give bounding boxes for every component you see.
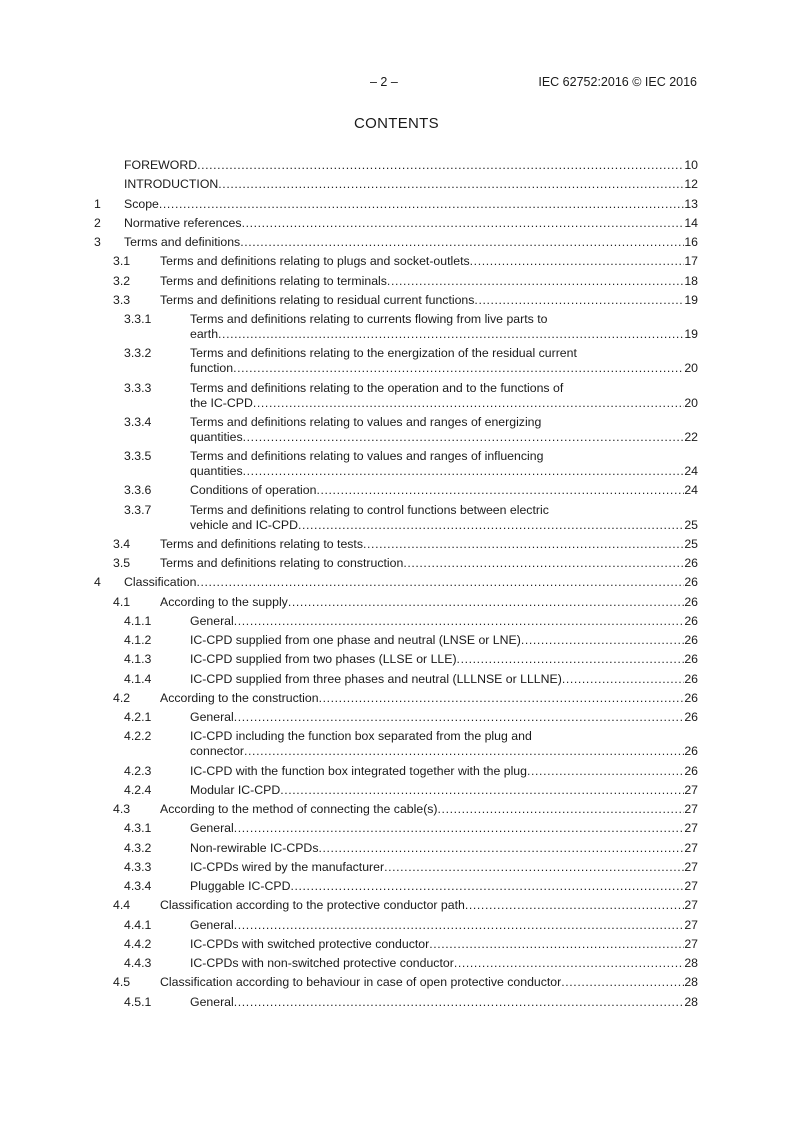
- toc-entry-body: [190, 346, 698, 376]
- toc-page-number: 27: [684, 879, 698, 893]
- toc-title: IC-CPDs with non-switched protective conductor: [190, 956, 454, 970]
- toc-entry-body: [190, 633, 698, 648]
- toc-title: Modular IC-CPD: [190, 782, 281, 797]
- toc-page-number: 27: [684, 898, 698, 913]
- toc-entry[interactable]: [94, 537, 698, 552]
- contents-title: CONTENTS: [354, 115, 439, 132]
- dot-leader: [429, 937, 684, 952]
- toc-page-number: 10: [684, 158, 698, 172]
- toc-line: [190, 918, 698, 933]
- toc-entry[interactable]: [94, 254, 698, 269]
- dot-leader: [243, 464, 685, 479]
- toc-number: 4.5.1: [124, 994, 152, 1009]
- toc-entry[interactable]: [94, 879, 698, 894]
- toc-title: vehicle and IC-CPD: [190, 517, 298, 532]
- toc-entry[interactable]: [94, 216, 698, 231]
- dot-leader: [527, 764, 684, 779]
- dot-leader: [244, 744, 684, 759]
- toc-entry[interactable]: [94, 449, 698, 479]
- toc-entry-body: [190, 415, 698, 445]
- toc-number: 3.3.3: [124, 380, 152, 395]
- toc-title: IC-CPD supplied from one phase and neutral (LNSE or LNE): [190, 633, 521, 647]
- dot-leader: [290, 879, 684, 894]
- toc-entry[interactable]: [94, 483, 698, 498]
- toc-entry-body: [160, 898, 698, 913]
- toc-line: [124, 177, 698, 192]
- toc-entry[interactable]: [94, 975, 698, 990]
- toc-number: 4.2.4: [124, 782, 152, 797]
- toc-line: [190, 937, 698, 952]
- dot-leader: [218, 177, 684, 192]
- toc-number: 3.3.6: [124, 483, 152, 498]
- toc-entry[interactable]: [94, 937, 698, 952]
- toc-title: IC-CPD supplied from two phases (LLSE or LLE): [190, 652, 457, 667]
- toc-line: [160, 274, 698, 289]
- dot-leader: [521, 633, 685, 648]
- toc-number: 3.3.4: [124, 414, 152, 429]
- dot-leader: [234, 710, 685, 725]
- toc-entry-body: [190, 672, 698, 687]
- toc-number: 3: [94, 235, 101, 249]
- toc-title-lead: Terms and definitions relating to control functions between electric: [190, 502, 549, 517]
- toc-entry-body: [190, 614, 698, 629]
- toc-title: Scope: [124, 196, 159, 211]
- toc-entry[interactable]: [94, 595, 698, 610]
- toc-line: [160, 595, 698, 610]
- dot-leader: [234, 821, 685, 836]
- toc-page-number: 26: [684, 652, 698, 667]
- toc-entry-body: [190, 821, 698, 836]
- toc-entry[interactable]: [94, 672, 698, 687]
- toc-entry[interactable]: [94, 633, 698, 648]
- toc-entry[interactable]: [94, 614, 698, 629]
- toc-number: 4.4: [113, 898, 131, 913]
- toc-line: [190, 995, 698, 1010]
- standard-reference: IEC 62752:2016 © IEC 2016: [538, 75, 697, 89]
- toc-title: Non-rewirable IC-CPDs: [190, 840, 319, 855]
- toc-line: [190, 672, 698, 687]
- toc-title: IC-CPDs with switched protective conductor: [190, 936, 430, 951]
- toc-page-number: 14: [684, 215, 698, 230]
- toc-number: 3.4: [113, 536, 131, 551]
- toc-entry-body: [160, 556, 698, 571]
- toc-entry-body: [160, 595, 698, 610]
- toc-entry[interactable]: [94, 764, 698, 779]
- toc-entry-body: [190, 764, 698, 779]
- toc-page-number: 27: [684, 859, 698, 874]
- toc-line: [124, 235, 698, 250]
- toc-entry[interactable]: [94, 898, 698, 913]
- toc-page-number: 26: [684, 710, 698, 724]
- toc-line: [190, 652, 698, 667]
- toc-page-number: 28: [684, 956, 698, 970]
- toc-entry[interactable]: [94, 802, 698, 817]
- toc-title: General: [190, 613, 234, 628]
- toc-line: [190, 518, 698, 533]
- toc-page-number: 24: [684, 464, 698, 478]
- toc-line: [160, 802, 698, 817]
- toc-entry-body: [160, 975, 698, 990]
- toc-title: Classification according to the protective conductor path: [160, 898, 465, 913]
- dot-leader: [243, 430, 685, 445]
- toc-page-number: 25: [684, 536, 698, 551]
- toc-title: General: [190, 821, 234, 836]
- toc-page-number: 20: [684, 361, 698, 376]
- toc-entry-body: [190, 381, 698, 411]
- toc-page-number: 19: [684, 292, 698, 307]
- toc-title: Terms and definitions relating to terminals: [160, 273, 387, 288]
- toc-number: 4.2: [113, 690, 131, 705]
- dot-leader: [288, 595, 684, 610]
- toc-entry[interactable]: [94, 415, 698, 445]
- toc-title: Terms and definitions relating to plugs and socket-outlets: [160, 254, 470, 269]
- toc-title: General: [190, 917, 234, 932]
- toc-page-number: 26: [684, 613, 698, 628]
- toc-page-number: 19: [684, 327, 698, 341]
- toc-title-lead: IC-CPD including the function box separated from the plug and: [190, 729, 532, 744]
- dot-leader: [465, 898, 684, 913]
- toc-title-lead: Terms and definitions relating to currents flowing from live parts to: [190, 312, 548, 326]
- toc-page-number: 17: [684, 254, 698, 269]
- dot-leader: [240, 235, 684, 250]
- dot-leader: [454, 956, 685, 971]
- toc-title: Terms and definitions relating to residual current functions: [160, 292, 475, 307]
- toc-number: 3.1: [113, 254, 131, 269]
- toc-entry-body: [190, 860, 698, 875]
- dot-leader: [438, 802, 685, 817]
- toc-number: 3.3.2: [124, 346, 152, 361]
- toc-title-lead: Terms and definitions relating to the energization of the residual current: [190, 346, 577, 361]
- toc-line: [160, 691, 698, 706]
- toc-page-number: 26: [684, 556, 698, 570]
- dot-leader: [470, 254, 685, 269]
- toc-number: 3.3.1: [124, 312, 152, 326]
- toc-line: [190, 633, 698, 648]
- toc-line: [190, 821, 698, 836]
- toc-title: General: [190, 994, 234, 1009]
- toc-title: Conditions of operation: [190, 483, 317, 498]
- dot-leader: [242, 216, 685, 231]
- toc-number: 4.2.3: [124, 763, 152, 778]
- toc-page-number: 26: [684, 690, 698, 705]
- toc-title: IC-CPD with the function box integrated together with the plug: [190, 763, 527, 778]
- toc-entry-body: [124, 197, 698, 212]
- table-of-contents: [94, 158, 698, 1014]
- toc-title: quantities: [190, 464, 243, 478]
- toc-page-number: 16: [684, 235, 698, 249]
- toc-page-number: 27: [684, 840, 698, 855]
- toc-title-lead: Terms and definitions relating to values and ranges of influencing: [190, 449, 544, 463]
- toc-page-number: 28: [684, 994, 698, 1009]
- toc-entry-body: [124, 575, 698, 590]
- toc-page-number: 24: [684, 483, 698, 498]
- toc-number: 4: [94, 575, 101, 590]
- toc-entry-body: [190, 729, 698, 759]
- toc-number: 4.3.3: [124, 859, 152, 874]
- dot-leader: [218, 327, 684, 342]
- toc-line: [190, 327, 698, 342]
- toc-number: 4.1.2: [124, 633, 152, 647]
- toc-title: the IC-CPD: [190, 395, 253, 410]
- toc-title: FOREWORD: [124, 158, 198, 172]
- toc-line: [190, 744, 698, 759]
- toc-page-number: 26: [684, 763, 698, 778]
- toc-line: [190, 879, 698, 894]
- toc-title: According to the method of connecting the cable(s): [160, 802, 438, 816]
- toc-title: IC-CPD supplied from three phases and neutral (LLLNSE or LLLNE): [190, 671, 562, 686]
- toc-entry[interactable]: [94, 158, 698, 173]
- toc-entry-body: [190, 483, 698, 498]
- toc-title: Classification: [124, 575, 197, 590]
- toc-page-number: 20: [684, 395, 698, 410]
- toc-entry[interactable]: [94, 821, 698, 836]
- dot-leader: [318, 841, 684, 856]
- toc-entry-body: [160, 691, 698, 706]
- toc-number: 3.3.7: [124, 502, 152, 517]
- toc-page-number: 22: [684, 429, 698, 444]
- toc-entry-body: [160, 254, 698, 269]
- toc-line: [190, 361, 698, 376]
- toc-page-number: 26: [684, 633, 698, 647]
- toc-line: [124, 197, 698, 212]
- toc-title: According to the supply: [160, 594, 288, 609]
- toc-line: [190, 396, 698, 411]
- dot-leader: [233, 361, 684, 376]
- dot-leader: [316, 483, 684, 498]
- toc-line: [124, 158, 698, 173]
- toc-entry[interactable]: [94, 274, 698, 289]
- toc-entry[interactable]: [94, 918, 698, 933]
- toc-number: 4.3.1: [124, 821, 152, 836]
- toc-entry-body: [124, 216, 698, 231]
- toc-line: [160, 556, 698, 571]
- toc-number: 3.3: [113, 292, 131, 307]
- toc-title: General: [190, 710, 234, 724]
- toc-title: Pluggable IC-CPD: [190, 879, 291, 893]
- toc-line: [160, 293, 698, 308]
- toc-line: [190, 956, 698, 971]
- dot-leader: [474, 293, 684, 308]
- toc-entry[interactable]: [94, 956, 698, 971]
- toc-title: function: [190, 361, 234, 376]
- toc-entry-body: [190, 937, 698, 952]
- dot-leader: [196, 575, 684, 590]
- toc-number: 4.4.3: [124, 956, 152, 970]
- toc-entry-body: [124, 158, 698, 173]
- toc-entry-body: [190, 312, 698, 342]
- page-number: – 2 –: [370, 75, 398, 89]
- toc-page-number: 26: [684, 671, 698, 686]
- toc-line: [160, 537, 698, 552]
- toc-line: [190, 783, 698, 798]
- dot-leader: [561, 975, 684, 990]
- toc-title: According to the construction: [160, 690, 319, 705]
- dot-leader: [280, 783, 684, 798]
- toc-title: connector: [190, 744, 245, 759]
- toc-entry-body: [190, 449, 698, 479]
- toc-title: Normative references: [124, 215, 242, 230]
- toc-page-number: 18: [684, 273, 698, 288]
- dot-leader: [234, 995, 685, 1010]
- toc-entry-body: [160, 274, 698, 289]
- dot-leader: [387, 274, 684, 289]
- toc-entry[interactable]: [94, 177, 698, 192]
- toc-entry-body: [190, 710, 698, 725]
- toc-title: INTRODUCTION: [124, 177, 219, 192]
- dot-leader: [562, 672, 684, 687]
- toc-number: 4.4.2: [124, 936, 152, 951]
- dot-leader: [403, 556, 684, 571]
- toc-page-number: 26: [684, 744, 698, 759]
- toc-number: 2: [94, 215, 101, 230]
- toc-entry[interactable]: [94, 841, 698, 856]
- toc-title: Classification according to behaviour in case of open protective conductor: [160, 975, 562, 990]
- toc-entry-body: [190, 995, 698, 1010]
- toc-page-number: 26: [684, 575, 698, 590]
- toc-entry[interactable]: [94, 556, 698, 571]
- toc-number: 4.2.2: [124, 729, 152, 744]
- dot-leader: [384, 860, 684, 875]
- toc-entry-body: [160, 537, 698, 552]
- toc-entry-body: [190, 783, 698, 798]
- dot-leader: [159, 197, 684, 212]
- toc-entry[interactable]: [94, 783, 698, 798]
- dot-leader: [253, 396, 684, 411]
- toc-line: [190, 430, 698, 445]
- toc-line: [124, 575, 698, 590]
- toc-line: [190, 464, 698, 479]
- toc-title: quantities: [190, 429, 243, 444]
- toc-entry-body: [124, 177, 698, 192]
- toc-line: [190, 764, 698, 779]
- dot-leader: [234, 614, 685, 629]
- toc-entry[interactable]: [94, 860, 698, 875]
- toc-entry-body: [190, 879, 698, 894]
- toc-page-number: 27: [684, 821, 698, 836]
- toc-entry[interactable]: [94, 235, 698, 250]
- toc-entry[interactable]: [94, 691, 698, 706]
- dot-leader: [298, 518, 684, 533]
- dot-leader: [234, 918, 685, 933]
- toc-entry-body: [190, 841, 698, 856]
- toc-number: 3.2: [113, 273, 131, 288]
- toc-entry[interactable]: [94, 503, 698, 533]
- toc-number: 3.5: [113, 556, 131, 570]
- toc-page-number: 28: [684, 975, 698, 990]
- toc-page-number: 13: [684, 196, 698, 211]
- toc-line: [160, 254, 698, 269]
- toc-line: [190, 614, 698, 629]
- toc-number: 4.4.1: [124, 917, 152, 932]
- toc-title: Terms and definitions relating to tests: [160, 536, 364, 551]
- dot-leader: [363, 537, 684, 552]
- toc-number: 4.3: [113, 802, 131, 816]
- toc-entry-body: [190, 918, 698, 933]
- toc-page-number: 27: [684, 936, 698, 951]
- toc-entry-body: [160, 293, 698, 308]
- toc-line: [190, 860, 698, 875]
- toc-entry[interactable]: [94, 575, 698, 590]
- toc-entry-body: [190, 503, 698, 533]
- toc-number: 4.3.4: [124, 879, 152, 893]
- toc-line: [124, 216, 698, 231]
- toc-entry-body: [160, 802, 698, 817]
- toc-entry-body: [124, 235, 698, 250]
- toc-number: 3.3.5: [124, 449, 152, 463]
- toc-line: [160, 975, 698, 990]
- toc-entry[interactable]: [94, 652, 698, 667]
- toc-number: 4.3.2: [124, 840, 152, 855]
- toc-line: [190, 841, 698, 856]
- toc-page-number: 25: [684, 517, 698, 532]
- toc-line: [190, 483, 698, 498]
- toc-number: 1: [94, 196, 101, 211]
- toc-title: Terms and definitions: [124, 235, 241, 249]
- toc-number: 4.1.4: [124, 671, 152, 686]
- toc-title: IC-CPDs wired by the manufacturer: [190, 859, 385, 874]
- toc-number: 4.1.1: [124, 613, 152, 628]
- dot-leader: [319, 691, 685, 706]
- toc-title: earth: [190, 327, 219, 341]
- toc-entry[interactable]: [94, 197, 698, 212]
- toc-entry[interactable]: [94, 729, 698, 759]
- toc-title: Terms and definitions relating to construction: [160, 556, 404, 570]
- dot-leader: [197, 158, 684, 173]
- toc-page-number: 27: [684, 802, 698, 816]
- toc-page-number: 26: [684, 594, 698, 609]
- toc-entry[interactable]: [94, 293, 698, 308]
- toc-entry-body: [190, 956, 698, 971]
- toc-entry-body: [190, 652, 698, 667]
- toc-number: 4.1.3: [124, 652, 152, 667]
- toc-number: 4.2.1: [124, 710, 152, 724]
- toc-line: [190, 710, 698, 725]
- toc-number: 4.1: [113, 594, 131, 609]
- toc-entry[interactable]: [94, 381, 698, 411]
- toc-page-number: 27: [684, 782, 698, 797]
- toc-page-number: 27: [684, 917, 698, 932]
- toc-entry[interactable]: [94, 312, 698, 342]
- toc-entry[interactable]: [94, 346, 698, 376]
- toc-entry[interactable]: [94, 995, 698, 1010]
- dot-leader: [457, 652, 685, 667]
- toc-page-number: 12: [684, 177, 698, 192]
- toc-number: 4.5: [113, 975, 131, 990]
- toc-title-lead: Terms and definitions relating to values and ranges of energizing: [190, 414, 542, 429]
- toc-title-lead: Terms and definitions relating to the operation and to the functions of: [190, 380, 564, 395]
- toc-line: [160, 898, 698, 913]
- page-header: [0, 75, 793, 93]
- toc-entry[interactable]: [94, 710, 698, 725]
